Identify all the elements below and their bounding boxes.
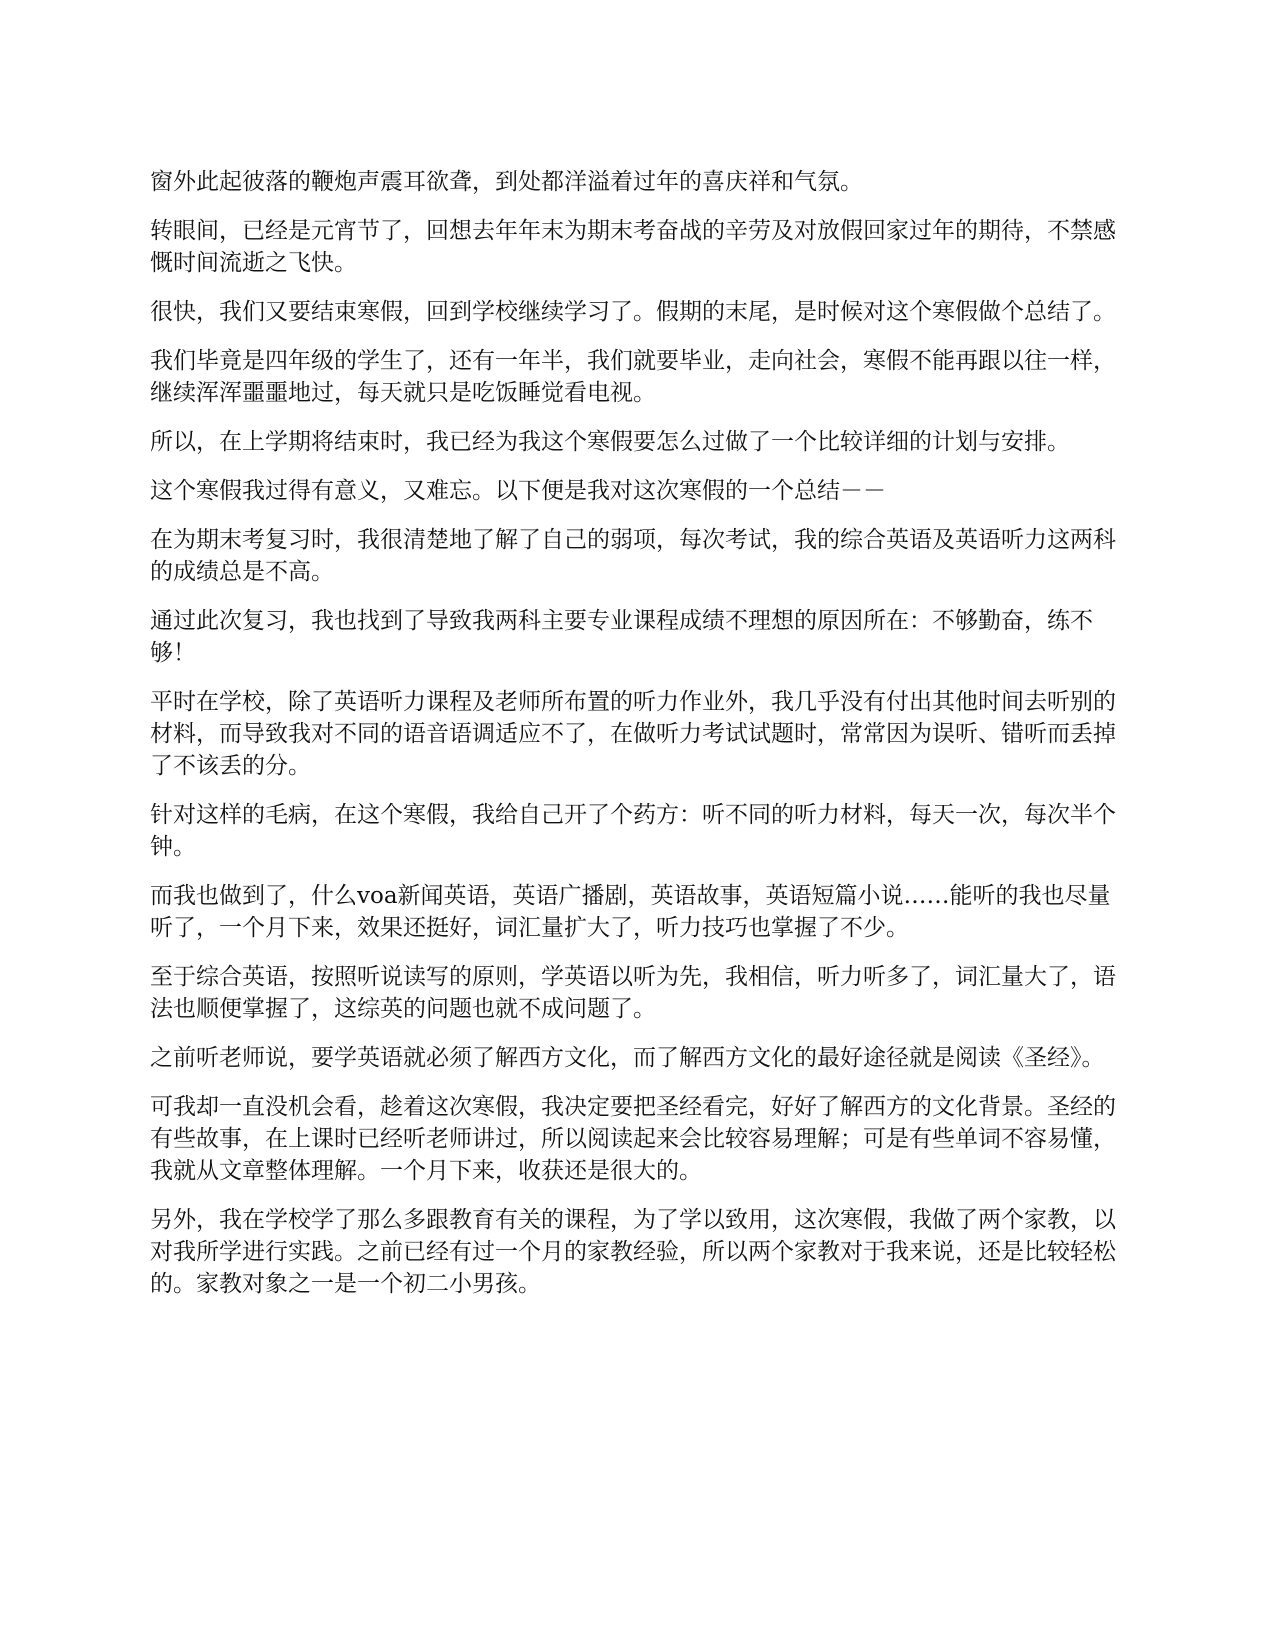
paragraph: 可我却一直没机会看，趁着这次寒假，我决定要把圣经看完，好好了解西方的文化背景。圣经的有些故事，在上课时已经听老师讲过，所以阅读起来会比较容易理解；可是有些单词不容易懂，我就从文章整体理解。一个月下来，收获还是很大的。 [150,1094,1116,1184]
paragraph: 在为期末考复习时，我很清楚地了解了自己的弱项，每次考试，我的综合英语及英语听力这两科的成绩总是不高。 [150,527,1116,585]
paragraph: 之前听老师说，要学英语就必须了解西方文化，而了解西方文化的最好途径就是阅读《圣经》。 [150,1045,1105,1071]
paragraph: 而我也做到了，什么voa新闻英语，英语广播剧，英语故事，英语短篇小说……能听的我也尽量听了，一个月下来，效果还挺好，词汇量扩大了，听力技巧也掌握了不少。 [150,883,1111,941]
paragraph: 通过此次复习，我也找到了导致我两科主要专业课程成绩不理想的原因所在：不够勤奋，练不够！ [150,608,1093,666]
paragraph: 所以，在上学期将结束时，我已经为我这个寒假要怎么过做了一个比较详细的计划与安排。 [150,429,1070,455]
paragraph: 很快，我们又要结束寒假，回到学校继续学习了。假期的末尾，是时候对这个寒假做个总结了。 [150,299,1116,325]
paragraph: 这个寒假我过得有意义，又难忘。以下便是我对这次寒假的一个总结－－ [150,478,886,504]
paragraph: 平时在学校，除了英语听力课程及老师所布置的听力作业外，我几乎没有付出其他时间去听别的材料，而导致我对不同的语音语调适应不了，在做听力考试试题时，常常因为误听、错听而丢掉了不该丢的分。 [150,689,1116,779]
paragraph: 窗外此起彼落的鞭炮声震耳欲聋，到处都洋溢着过年的喜庆祥和气氛。 [150,169,863,195]
document-body [150,166,1125,1317]
paragraph: 我们毕竟是四年级的学生了，还有一年半，我们就要毕业，走向社会，寒假不能再跟以往一样，继续浑浑噩噩地过，每天就只是吃饭睡觉看电视。 [150,348,1116,406]
paragraph: 转眼间，已经是元宵节了，回想去年年末为期末考奋战的辛劳及对放假回家过年的期待，不禁感慨时间流逝之飞快。 [150,218,1116,276]
paragraph: 针对这样的毛病，在这个寒假，我给自己开了个药方：听不同的听力材料，每天一次，每次半个钟。 [150,802,1116,860]
paragraph: 至于综合英语，按照听说读写的原则，学英语以听为先，我相信，听力听多了，词汇量大了，语法也顺便掌握了，这综英的问题也就不成问题了。 [150,964,1116,1022]
paragraph: 另外，我在学校学了那么多跟教育有关的课程，为了学以致用，这次寒假，我做了两个家教，以对我所学进行实践。之前已经有过一个月的家教经验，所以两个家教对于我来说，还是比较轻松的。家教对象之一是一个初二小男孩。 [150,1207,1116,1297]
